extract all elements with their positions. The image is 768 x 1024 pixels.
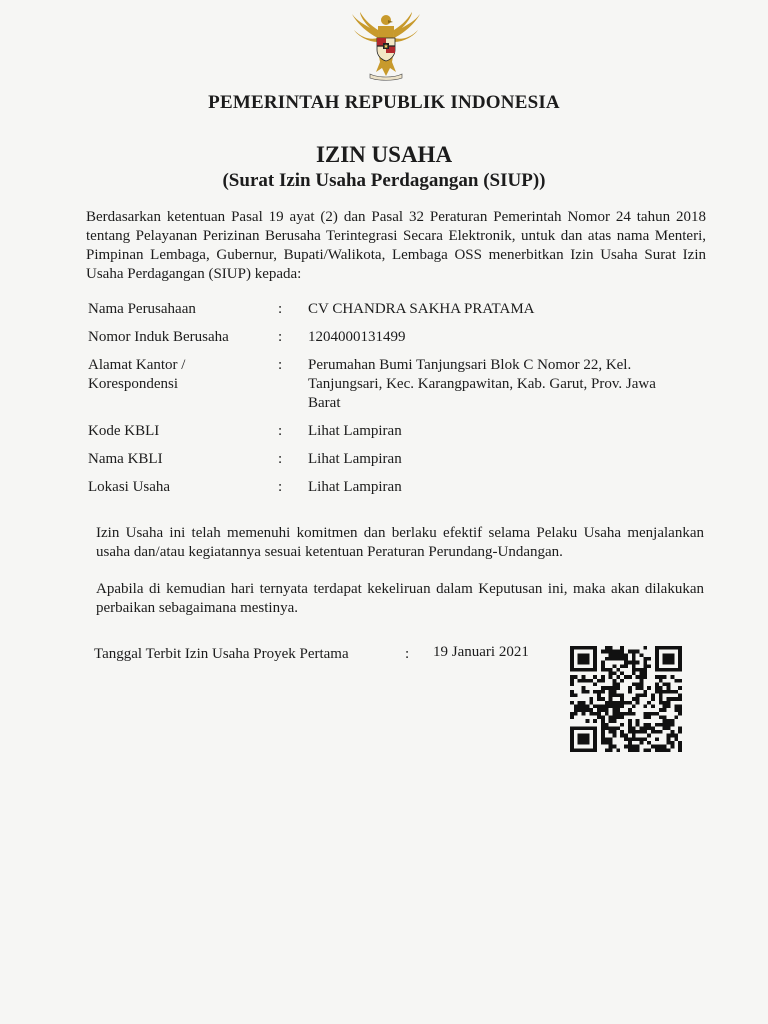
- company-name-label: Nama Perusahaan: [88, 301, 196, 317]
- field-row-company: [88, 300, 688, 328]
- field-colon: :: [278, 451, 283, 467]
- kbli-name-label: Nama KBLI: [88, 451, 163, 467]
- field-colon: :: [278, 423, 283, 439]
- field-row-nib: [88, 328, 688, 356]
- issue-date-label: Tanggal Terbit Izin Usaha Proyek Pertama: [94, 646, 349, 662]
- garuda-emblem-icon: [348, 8, 424, 84]
- kbli-code-value: Lihat Lampiran: [308, 423, 402, 439]
- correction-paragraph: Apabila di kemudian hari ternyata terdapat kekeliruan dalam Keputusan ini, maka akan dilakukan perbaikan sebagaimana mestinya.: [96, 581, 704, 616]
- field-colon: :: [278, 357, 283, 373]
- kbli-name-value: Lihat Lampiran: [308, 451, 402, 467]
- field-row-kbli-code: [88, 422, 688, 450]
- qr-code-icon: [570, 646, 682, 752]
- business-details-table: [88, 300, 688, 506]
- address-label-line-2: Korespondensi: [88, 376, 178, 392]
- issue-date-value: 19 Januari 2021: [433, 644, 529, 660]
- address-label-line-1: Alamat Kantor /: [88, 357, 186, 373]
- field-row-address: [88, 356, 688, 422]
- address-label: [88, 356, 278, 422]
- document-title: IZIN USAHA: [315, 142, 453, 167]
- location-value: Lihat Lampiran: [308, 479, 402, 495]
- nib-value: 1204000131499: [308, 329, 406, 345]
- field-row-location: [88, 478, 688, 506]
- location-label: Lokasi Usaha: [88, 479, 171, 495]
- validity-paragraph: Izin Usaha ini telah memenuhi komitmen dan berlaku efektif selama Pelaku Usaha menjalankan usaha dan/atau kegiatannya sesuai ketentuan Peraturan Perundang-Undangan.: [96, 525, 704, 560]
- document-subtitle: (Surat Izin Usaha Perdagangan (SIUP)): [222, 170, 546, 191]
- government-heading: PEMERINTAH REPUBLIK INDONESIA: [208, 92, 560, 113]
- qr-modules: [570, 646, 682, 752]
- field-colon: :: [278, 301, 283, 317]
- issue-date-colon: :: [405, 646, 410, 662]
- intro-paragraph: Berdasarkan ketentuan Pasal 19 ayat (2) dan Pasal 32 Peraturan Pemerintah Nomor 24 tahun 2018 tentang Pelayanan Perizinan Berusaha Terintegrasi Secara Elektronik, untuk dan atas nama Menteri, Pimpinan Lembaga, Gubernur, Bupati/Walikota, Lembaga OSS menerbitkan Izin Usaha Surat Izin Usaha Perdagangan (SIUP) kepada:: [86, 209, 706, 282]
- address-value: Perumahan Bumi Tanjungsari Blok C Nomor 22, Kel. Tanjungsari, Kec. Karangpawitan, Kab. Garut, Prov. Jawa Barat: [308, 357, 656, 411]
- nib-label: Nomor Induk Berusaha: [88, 329, 229, 345]
- field-row-kbli-name: [88, 450, 688, 478]
- kbli-code-label: Kode KBLI: [88, 423, 160, 439]
- company-name-value: CV CHANDRA SAKHA PRATAMA: [308, 301, 535, 317]
- field-colon: :: [278, 479, 283, 495]
- field-colon: :: [278, 329, 283, 345]
